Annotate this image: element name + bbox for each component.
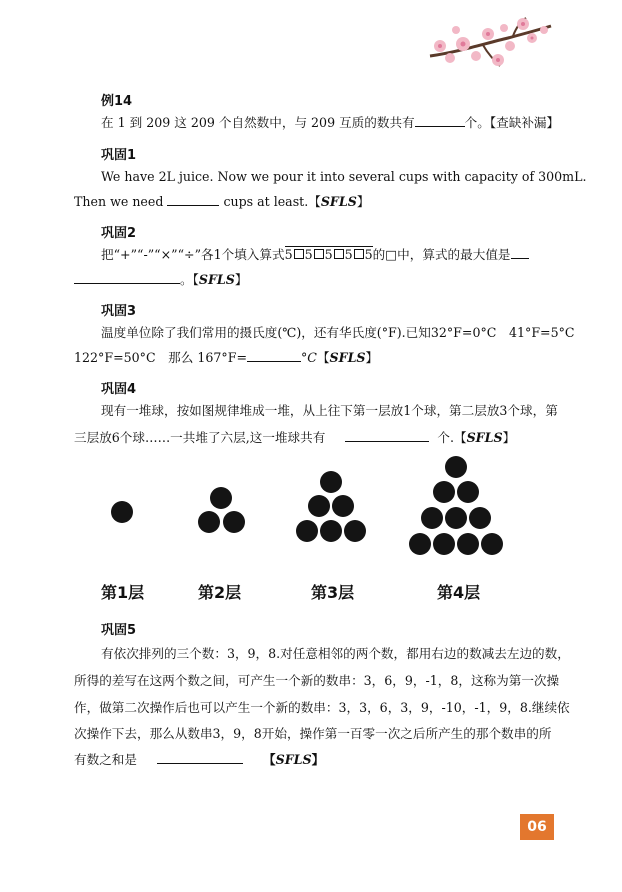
ball [433, 533, 455, 555]
ball-pyramid-figure [0, 450, 622, 560]
layer-2-balls [198, 487, 245, 533]
layer-2-label: 第2层 [198, 583, 242, 602]
ball [296, 520, 318, 542]
ball [320, 471, 342, 493]
layer-3-balls [296, 471, 366, 542]
ball [332, 495, 354, 517]
practice-3-title: 巩固3 [101, 304, 137, 319]
ball [433, 481, 455, 503]
practice-1-line-2: Then we need cups at least.【SFLS】 [74, 194, 370, 209]
ball [308, 495, 330, 517]
ball [445, 456, 467, 478]
practice-4-line-1: 现有一堆球，按如图规律堆成一堆，从上往下第一层放1个球，第二层放3个球，第 [101, 403, 558, 418]
ball [409, 533, 431, 555]
practice-1-line-1: We have 2L juice. Now we pour it into several cups with capacity of 300mL. [101, 169, 587, 184]
practice-5-line-1: 有依次排列的三个数：3，9，8.对任意相邻的两个数，都用右边的数减去左边的数， [101, 646, 570, 661]
practice-3-line-1: 温度单位除了我们常用的摄氏度(℃)，还有华氏度(°F).已知32°F=0°C 41°F=5°C [101, 325, 575, 340]
ball [421, 507, 443, 529]
ball [481, 533, 503, 555]
layer-3-label: 第3层 [311, 583, 355, 602]
ball [457, 481, 479, 503]
layer-4-label: 第4层 [437, 583, 481, 602]
practice-5-title: 巩固5 [101, 623, 137, 638]
ball [210, 487, 232, 509]
source-tag: SFLS [329, 350, 366, 365]
practice-4-title: 巩固4 [101, 382, 137, 397]
source-tag: SFLS [466, 430, 503, 445]
ball [198, 511, 220, 533]
source-tag: 【查缺补漏】 [489, 115, 560, 130]
ball [320, 520, 342, 542]
ball [223, 511, 245, 533]
practice-5-line-5: 有数之和是 【SFLS】 [74, 752, 325, 767]
practice-1-title: 巩固1 [101, 148, 137, 163]
example-14-title: 例14 [101, 94, 133, 109]
practice-2-title: 巩固2 [101, 226, 137, 241]
practice-3-line-2: 122°F=50°C 那么 167°F= °C【SFLS】 [74, 350, 379, 365]
layer-1-label: 第1层 [101, 583, 145, 602]
ball [111, 501, 133, 523]
practice-2-line-2: 。【SFLS】 [74, 269, 247, 290]
ball [344, 520, 366, 542]
cherry-blossom-icon [428, 16, 553, 76]
source-tag: SFLS [275, 752, 312, 767]
example-14-text: 在 1 到 209 这 209 个自然数中，与 209 互质的数共有 个。【查缺补漏】 [101, 115, 560, 130]
page-number: 06 [520, 814, 554, 840]
ball [469, 507, 491, 529]
practice-4-line-2: 三层放6个球……一共堆了六层,这一堆球共有 个.【SFLS】 [74, 430, 516, 445]
practice-5-line-3: 作，做第二次操作后也可以产生一个新的数串：3，3，6，3，9，-10，-1，9，8.继续依 [74, 700, 570, 715]
ball [457, 533, 479, 555]
source-tag: SFLS [198, 272, 235, 287]
practice-5-line-2: 所得的差写在这两个数之间，可产生一个新的数串：3，6，9，-1，8，这称为第一次操 [74, 673, 560, 688]
ball [445, 507, 467, 529]
layer-1-balls [111, 501, 133, 523]
practice-2-line-1: 把“+”“-”“×”“÷”各1个填入算式5 5 5 5 5的□中，算式的最大值是 [101, 244, 529, 265]
source-tag: SFLS [320, 194, 357, 209]
practice-5-line-4: 次操作下去，那么从数串3，9，8开始，操作第一百零一次之后所产生的那个数串的所 [74, 726, 552, 741]
layer-4-balls [409, 456, 503, 555]
